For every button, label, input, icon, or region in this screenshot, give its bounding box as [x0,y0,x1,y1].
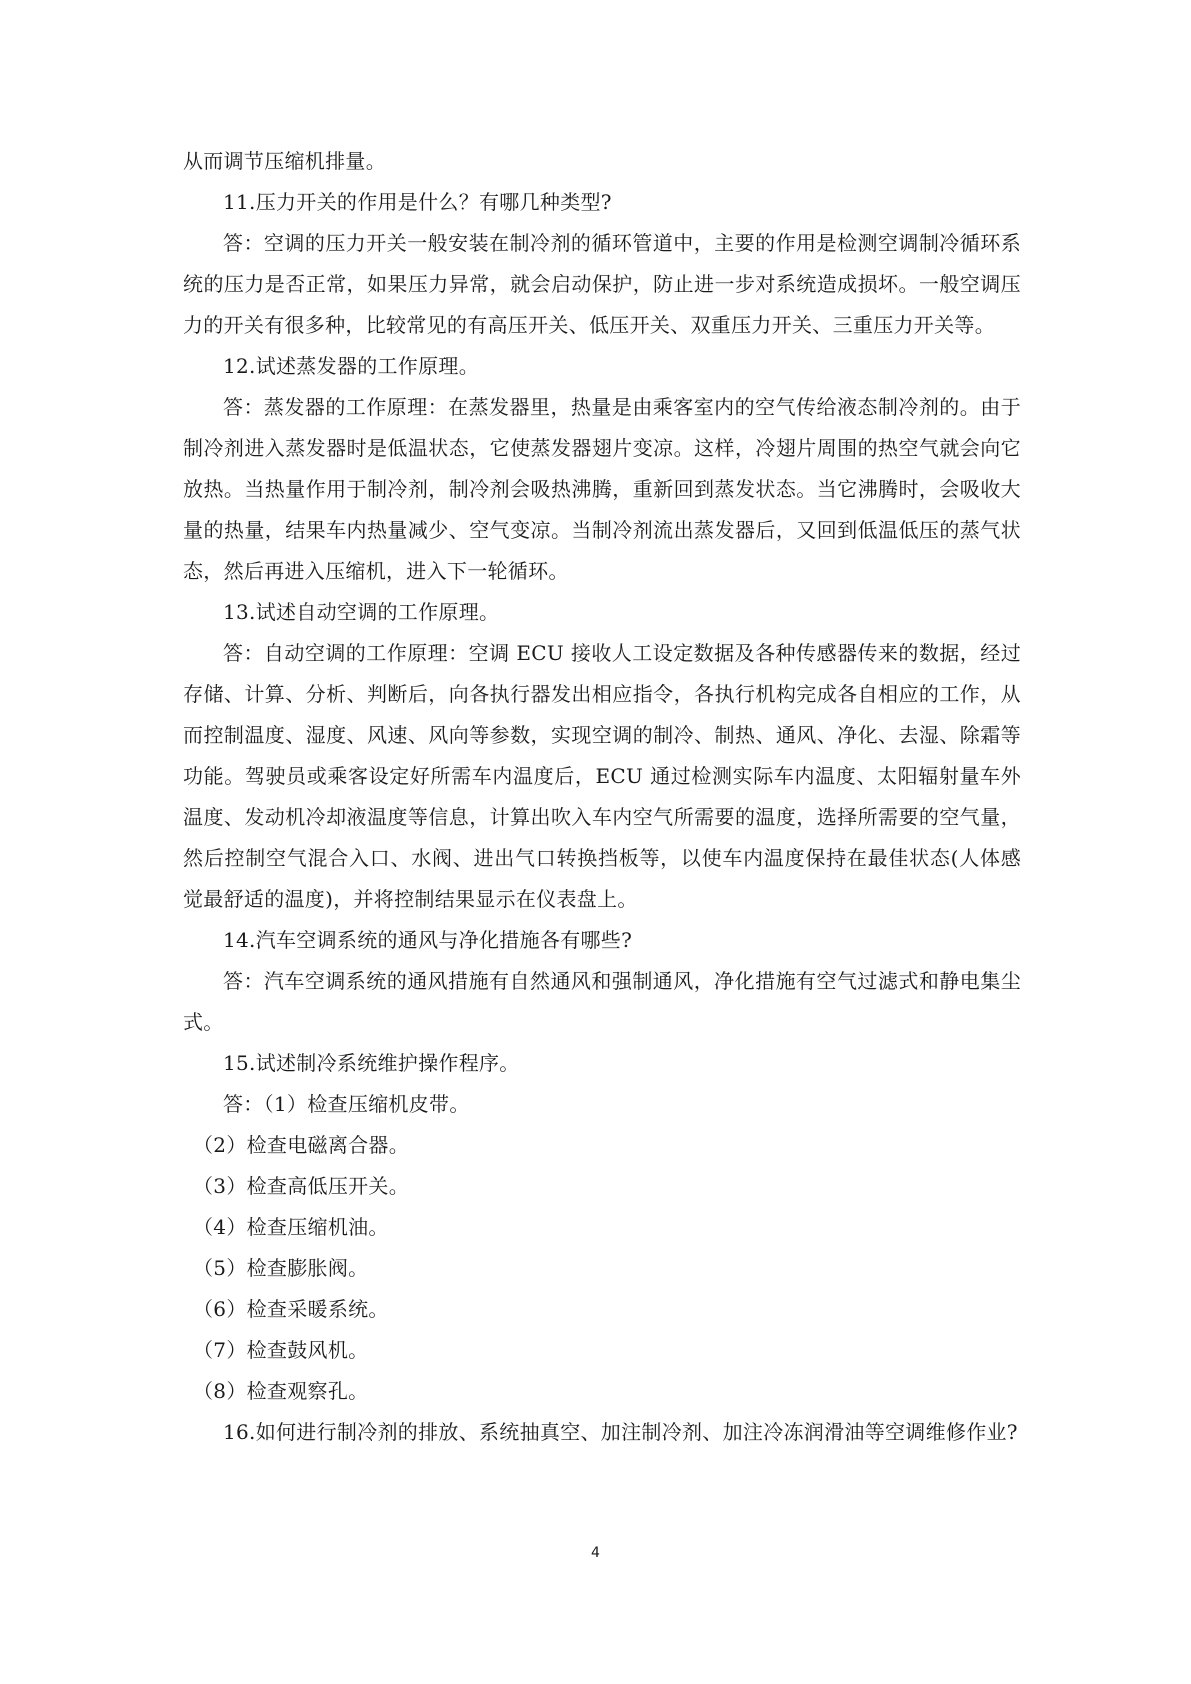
question-16: 16.如何进行制冷剂的排放、系统抽真空、加注制冷剂、加注冷冻润滑油等空调维修作业? [223,1420,1018,1444]
answer-15-step-8: （8）检查观察孔。 [193,1379,369,1403]
answer-15-step-6: （6）检查采暖系统。 [193,1297,389,1321]
answer-14: 答：汽车空调系统的通风措施有自然通风和强制通风，净化措施有空气过滤式和静电集尘式。 [183,969,1021,1034]
document-body [183,141,1021,1453]
answer-15-step-3: （3）检查高低压开关。 [193,1174,410,1198]
paragraph-continuation: 从而调节压缩机排量。 [183,149,386,173]
question-15: 15.试述制冷系统维护操作程序。 [223,1051,520,1075]
answer-15-step-5: （5）检查膨胀阀。 [193,1256,369,1280]
answer-15-step-1: 答：（1）检查压缩机皮带。 [223,1092,470,1116]
page-number: 4 [591,1545,600,1561]
answer-15-step-7: （7）检查鼓风机。 [193,1338,369,1362]
question-12: 12.试述蒸发器的工作原理。 [223,354,480,378]
answer-13: 答：自动空调的工作原理：空调 ECU 接收人工设定数据及各种传感器传来的数据，经过存储、计算、分析、判断后，向各执行器发出相应指令，各执行机构完成各自相应的工作，从而控制温度、湿度、风速、风向等参数，实现空调的制冷、制热、通风、净化、去湿、除霜等功能。驾驶员或乘客设定好所需车内温度后，ECU 通过检测实际车内温度、太阳辐射量车外温度、发动机冷却液温度等信息，计算出吹入车内空气所需要的温度，选择所需要的空气量，然后控制空气混合入口、水阀、进出气口转换挡板等，以使车内温度保持在最佳状态(人体感觉最舒适的温度)，并将控制结果显示在仪表盘上。 [183,641,1021,911]
answer-15-step-4: （4）检查压缩机油。 [193,1215,389,1239]
answer-12: 答：蒸发器的工作原理：在蒸发器里，热量是由乘客室内的空气传给液态制冷剂的。由于制冷剂进入蒸发器时是低温状态，它使蒸发器翅片变凉。这样，冷翅片周围的热空气就会向它放热。当热量作用于制冷剂，制冷剂会吸热沸腾，重新回到蒸发状态。当它沸腾时，会吸收大量的热量，结果车内热量减少、空气变凉。当制冷剂流出蒸发器后，又回到低温低压的蒸气状态，然后再进入压缩机，进入下一轮循环。 [183,395,1021,583]
question-11: 11.压力开关的作用是什么？有哪几种类型? [223,190,612,214]
answer-11: 答：空调的压力开关一般安装在制冷剂的循环管道中，主要的作用是检测空调制冷循环系统的压力是否正常，如果压力异常，就会启动保护，防止进一步对系统造成损坏。一般空调压力的开关有很多种，比较常见的有高压开关、低压开关、双重压力开关、三重压力开关等。 [183,231,1021,337]
question-14: 14.汽车空调系统的通风与净化措施各有哪些? [223,928,633,952]
answer-15-step-2: （2）检查电磁离合器。 [193,1133,410,1157]
question-13: 13.试述自动空调的工作原理。 [223,600,500,624]
